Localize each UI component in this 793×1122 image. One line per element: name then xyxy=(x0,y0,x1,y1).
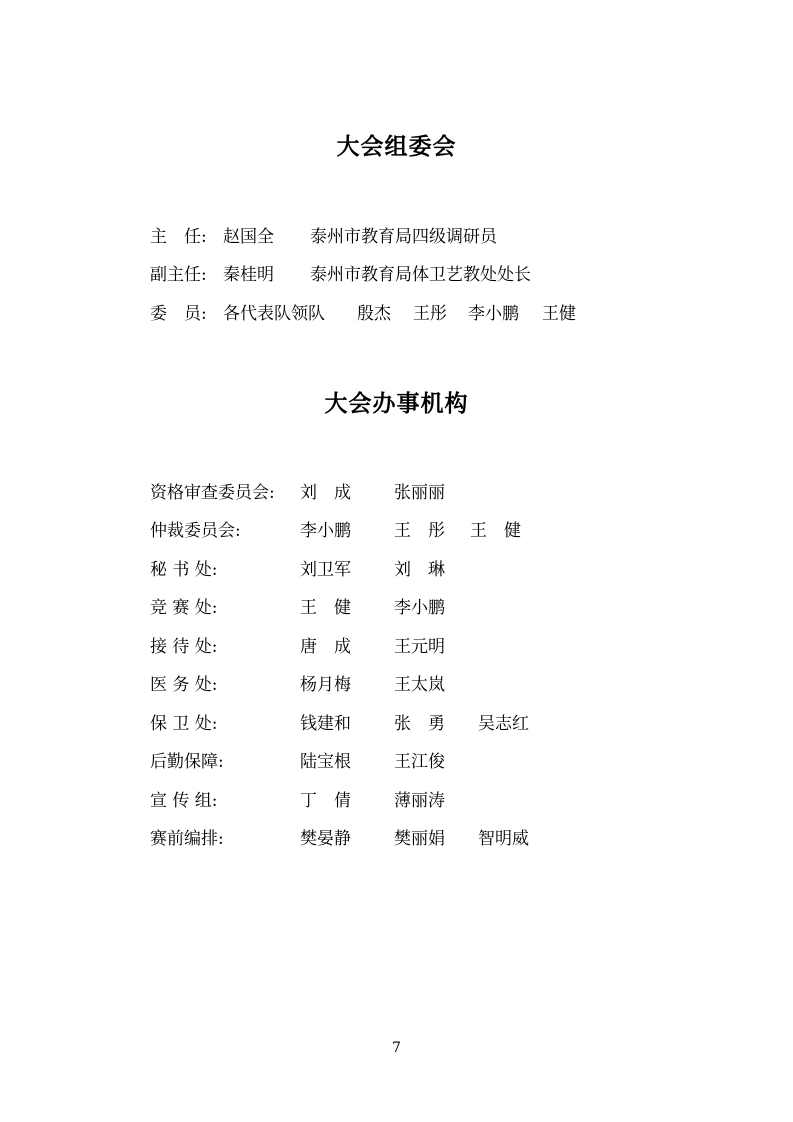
office-name: 王 彤 xyxy=(394,521,445,541)
office-name: 张丽丽 xyxy=(394,483,445,503)
director-name: 赵国全 xyxy=(223,227,274,247)
office-row xyxy=(150,478,750,502)
office-name: 王江俊 xyxy=(394,752,445,772)
office-name: 李小鹏 xyxy=(394,598,445,618)
office-name: 樊晏静 xyxy=(300,829,351,849)
director-role: 主 任: xyxy=(150,227,207,247)
office-row xyxy=(150,786,750,810)
director-position: 泰州市教育局四级调研员 xyxy=(310,227,497,247)
office-name: 王 健 xyxy=(300,598,351,618)
deputy-role: 副主任: xyxy=(150,265,207,285)
office-role: 后勤保障: xyxy=(150,752,224,772)
page-number: 7 xyxy=(392,1040,401,1056)
deputy-position: 泰州市教育局体卫艺教处处长 xyxy=(310,265,531,285)
office-name: 丁 倩 xyxy=(300,791,351,811)
office-role: 赛前编排: xyxy=(150,829,224,849)
office-role: 资格审查委员会: xyxy=(150,483,275,503)
deputy-name: 秦桂明 xyxy=(223,265,274,285)
office-name: 刘 琳 xyxy=(394,560,445,580)
office-row xyxy=(150,632,750,656)
members-role: 委 员: xyxy=(150,304,207,324)
office-name: 王元明 xyxy=(394,637,445,657)
member-name: 王健 xyxy=(542,304,576,324)
office-row xyxy=(150,555,750,579)
office-name: 李小鹏 xyxy=(300,521,351,541)
office-role: 秘 书 处: xyxy=(150,560,218,580)
office-role: 仲裁委员会: xyxy=(150,521,241,541)
office-name: 张 勇 xyxy=(394,714,445,734)
office-name: 杨月梅 xyxy=(300,675,351,695)
office-role: 保 卫 处: xyxy=(150,714,218,734)
office-row xyxy=(150,747,750,771)
member-name: 殷杰 xyxy=(357,304,391,324)
office-name: 钱建和 xyxy=(300,714,351,734)
office-name: 刘 成 xyxy=(300,483,351,503)
office-title: 大会办事机构 xyxy=(324,391,469,417)
office-name: 吴志红 xyxy=(478,714,529,734)
committee-deputy-line xyxy=(150,260,750,284)
office-row xyxy=(150,516,750,540)
office-name: 王太岚 xyxy=(394,675,445,695)
office-name: 薄丽涛 xyxy=(394,791,445,811)
office-name: 唐 成 xyxy=(300,637,351,657)
member-name: 李小鹏 xyxy=(468,304,519,324)
office-row xyxy=(150,824,750,848)
office-name: 陆宝根 xyxy=(300,752,351,772)
office-name: 樊丽娟 xyxy=(394,829,445,849)
member-name: 各代表队领队 xyxy=(223,304,325,324)
office-row xyxy=(150,670,750,694)
office-name: 王 健 xyxy=(470,521,521,541)
office-role: 宣 传 组: xyxy=(150,791,218,811)
committee-title: 大会组委会 xyxy=(336,134,457,160)
office-row xyxy=(150,593,750,617)
office-role: 接 待 处: xyxy=(150,637,218,657)
office-role: 竞 赛 处: xyxy=(150,598,218,618)
office-name: 刘卫军 xyxy=(300,560,351,580)
office-name: 智明威 xyxy=(478,829,529,849)
office-role: 医 务 处: xyxy=(150,675,218,695)
member-name: 王彤 xyxy=(413,304,447,324)
committee-members-line xyxy=(150,299,750,323)
committee-director-line xyxy=(150,222,750,246)
office-row xyxy=(150,709,750,733)
